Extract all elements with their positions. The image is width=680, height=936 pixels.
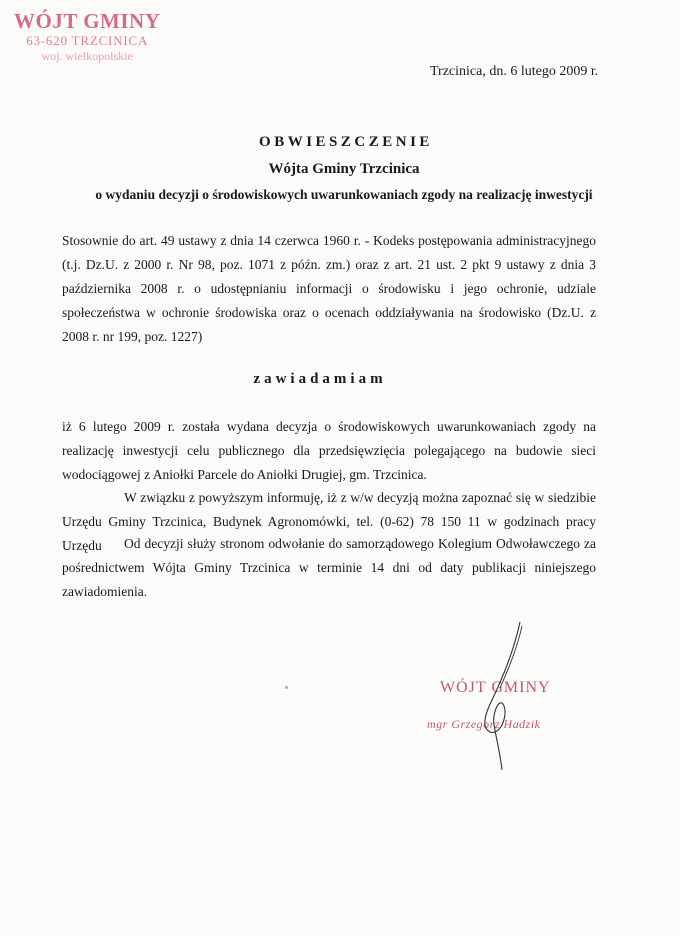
- handwritten-signature: [470, 620, 560, 780]
- information-text: W związku z powyższym informuję, iż z w/w decyzją można zapoznać się w siedzibie Urzędu Gminy Trzcinica, Budynek Agronomówki, tel. (0-62) 78 150 11 w godzinach pracy Urzędu: [62, 490, 596, 553]
- document-date: Trzcinica, dn. 6 lutego 2009 r.: [430, 64, 599, 79]
- stamp-line-2: 63-620 TRZCINICA: [26, 33, 149, 48]
- office-stamp: [14, 10, 160, 63]
- document-title: OBWIESZCZENIE: [259, 134, 433, 150]
- stamp-line-3: woj. wielkopolskie: [41, 49, 133, 63]
- signature-stamp-name: mgr Grzegorz Hadzik: [427, 717, 541, 731]
- stamp-dot: [285, 686, 288, 689]
- announcement-word: zawiadamiam: [253, 371, 387, 387]
- decision-paragraph: iż 6 lutego 2009 r. została wydana decyzja o środowiskowych uwarunkowaniach zgody na realizację inwestycji celu publicznego dla przedsięwzięcia polegającego na budowie sieci wodociągowej z Aniołki Parcele do Aniołki Drugiej, gm. Trzcinica.: [62, 419, 596, 482]
- signature-stamp-title: WÓJT GMINY: [440, 679, 551, 696]
- document-subtitle: Wójta Gminy Trzcinica: [268, 161, 420, 177]
- document-subject: o wydaniu decyzji o środowiskowych uwarunkowaniach zgody na realizację inwestycji: [95, 187, 593, 202]
- appeal-paragraph: [62, 532, 596, 604]
- stamp-line-1: WÓJT GMINY: [14, 9, 161, 33]
- legal-basis-paragraph: Stosownie do art. 49 ustawy z dnia 14 czerwca 1960 r. - Kodeks postępowania administracyjnego (t.j. Dz.U. z 2000 r. Nr 98, poz. 1071 z późn. zm.) oraz z art. 21 ust. 2 pkt 9 ustawy z dnia 3 października 2008 r. o udostępnianiu informacji o środowisku i jego ochronie, udziale społeczeństwa w ochronie środowiska oraz o ocenach oddziaływania na środowisko (Dz.U. z 2008 r. nr 199, poz. 1227): [62, 233, 596, 344]
- appeal-text: Od decyzji służy stronom odwołanie do samorządowego Kolegium Odwoławczego za pośrednictwem Wójta Gminy Trzcinica w terminie 14 dni od daty publikacji niniejszego zawiadomienia.: [62, 536, 596, 599]
